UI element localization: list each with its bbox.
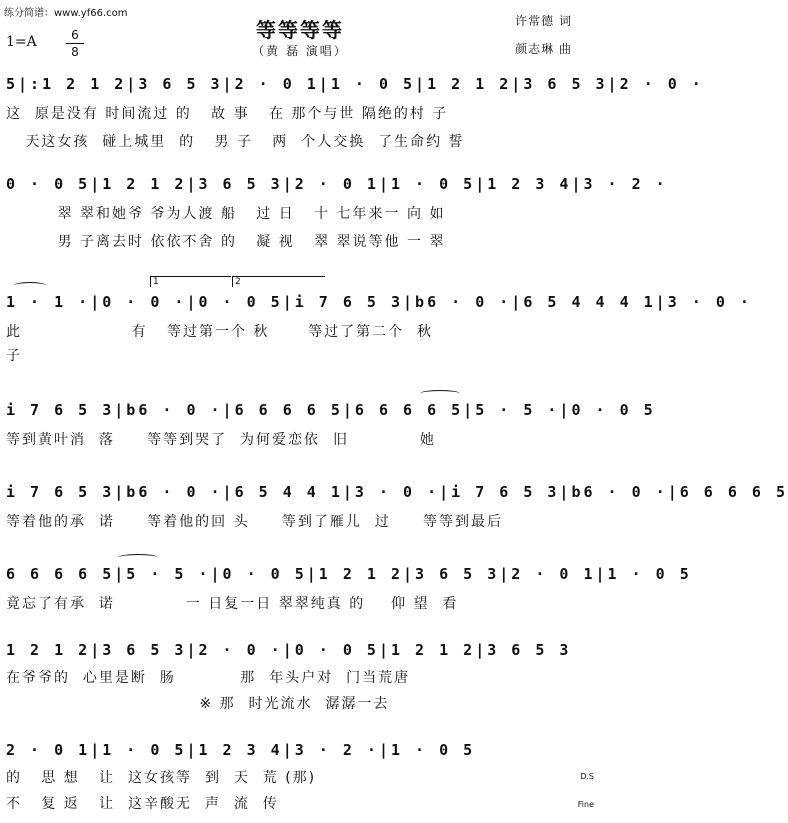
lyric-line-1: 这 原是没有 时间流过 的 故 事 在 那个与世 隔绝的村 子 [6, 106, 449, 122]
lyric-line-1: 在爷爷的 心里是断 肠 那 年头户对 门当荒唐 [6, 670, 411, 686]
score-system-5 [0, 480, 788, 540]
lyric-line-1: 的 思 想 让 这女孩等 到 天 荒 (那) [6, 770, 317, 786]
lyric-line-2: 男 子离去时 依依不舍 的 凝 视 翠 翠说等他 一 翠 [6, 234, 446, 250]
time-signature [66, 28, 84, 59]
key-signature: 1=A [6, 34, 37, 50]
volta-bracket-1: 1 [150, 276, 231, 287]
score-system-7 [0, 638, 600, 718]
score-system-2 [0, 172, 668, 256]
score-system-6 [0, 562, 692, 622]
tie-mark [118, 554, 158, 561]
lyric-line-1: 翠 翠和她爷 爷为人渡 船 过 日 十 七年来一 向 如 [6, 206, 446, 222]
notation-line: 2 · 0 1|1 · 0 5|1 2 3 4|3 · 2 ·|1 · 0 5 [6, 741, 476, 759]
score-system-3 [0, 277, 752, 374]
volta-bracket-2: 2 [232, 276, 325, 287]
lyric-line-2: 不 复 返 让 这辛酸无 声 流 传 [6, 796, 279, 812]
source-label: 练分简谱：www.yf66.com [4, 8, 128, 19]
time-sig-top: 6 [71, 28, 79, 42]
notation-line: 1 · 1 ·|0 · 0 ·|0 · 0 5|i 7 6 5 3|b6 · 0 ·|6 5 4 4 4 1|3 · 0 · [6, 293, 752, 311]
notation-line: 5|:1 2 1 2|3 6 5 3|2 · 0 1|1 · 0 5|1 2 1 2|3 6 5 3|2 · 0 · [6, 75, 704, 93]
lyricist-credit: 许常德 词 [515, 14, 572, 28]
tie-mark [420, 390, 460, 397]
notation-line: 6 6 6 6 5|5 · 5 ·|0 · 0 5|1 2 1 2|3 6 5 3|2 · 0 1|1 · 0 5 [6, 565, 692, 583]
lyric-line-1: 竟忘了有承 诺 一 日复一日 翠翠纯真 的 仰 望 看 [6, 596, 459, 612]
score-system-4 [0, 398, 656, 458]
singer-credit: （黄 磊 演唱） [252, 44, 348, 58]
lyric-line-2: ※ 那 时光流水 潺潺一去 [6, 696, 390, 712]
time-sig-bottom: 8 [71, 45, 79, 59]
lyric-line-1: 等到黄叶消 落 等等到哭了 为何爱恋依 旧 她 [6, 432, 436, 448]
lyric-line-2: 子 [6, 348, 22, 364]
tie-mark [14, 282, 46, 289]
dal-segno-mark: D.S [580, 772, 594, 781]
notation-line: i 7 6 5 3|b6 · 0 ·|6 6 6 6 5|6 6 6 6 5|5 · 5 ·|0 · 0 5 [6, 401, 656, 419]
notation-line: 0 · 0 5|1 2 1 2|3 6 5 3|2 · 0 1|1 · 0 5|1 2 3 4|3 · 2 · [6, 175, 668, 193]
score-system-8 [0, 738, 600, 818]
notation-line: i 7 6 5 3|b6 · 0 ·|6 5 4 4 1|3 · 0 ·|i 7 6 5 3|b6 · 0 ·|6 6 6 6 5 [6, 483, 788, 501]
composer-credit: 颜志琳 曲 [515, 42, 572, 56]
score-system-1 [0, 72, 704, 156]
fine-mark: Fine [577, 800, 594, 809]
notation-line: 1 2 1 2|3 6 5 3|2 · 0 ·|0 · 0 5|1 2 1 2|3 6 5 3 [6, 641, 572, 659]
song-title: 等等等等 [256, 18, 344, 42]
lyric-line-1: 此 有 等过第一个 秋 等过了第二个 秋 [6, 324, 434, 340]
lyric-line-1: 等着他的承 诺 等着他的回 头 等到了雁儿 过 等等到最后 [6, 514, 504, 530]
lyric-line-2: 天这女孩 碰上城里 的 男 子 两 个人交换 了生命约 誓 [6, 134, 465, 150]
